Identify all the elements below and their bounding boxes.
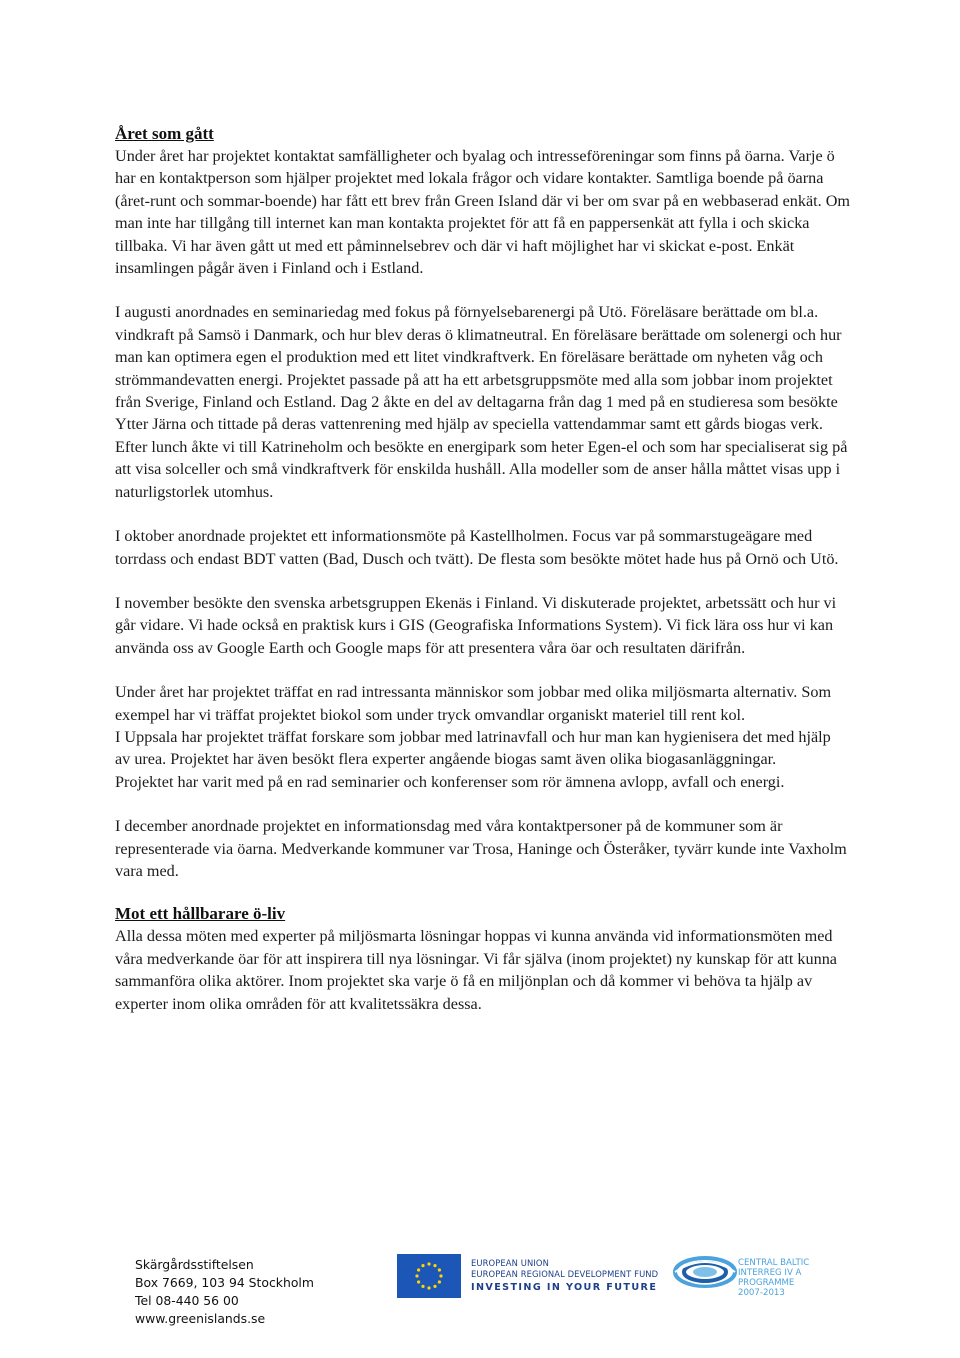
- paragraph-sustainable-island: Alla dessa möten med experter på miljösmarta lösningar hoppas vi kunna använda vid informationsmöten med våra medverkande öar för att inspirera till nya lösningar. Vi får själva (inom projektet) ny kunskap för att kunna sammanföra olika aktörer. Inom projektet ska varje ö få en miljönplan och då kommer vi behöva ta hjälp av experter inom olika områden för att kvalitetssäkra dessa.: [115, 927, 837, 1013]
- paragraph-info-day-december: I december anordnade projektet en informationsdag med våra kontaktpersoner på de kommuner som är representerade via öarna. Medverkande kommuner var Trosa, Haninge och Österåker, tyvärr kunde inte Vaxholm vara med.: [115, 817, 847, 880]
- paragraph-survey: Under året har projektet kontaktat samfälligheter och byalag och intresseföreningar som finns på öarna. Varje ö har en kontaktperson som hjälper projektet med lokala frågor och vidare kontakter. Samtliga boende på öarna (året-runt och sommar-boende) har fått ett brev från Green Island där vi ber om svar på en webbaserad enkät. Om man inte har tillgång till internet kan man kontakta projektet för att få en pappersenkät att fylla i och skicka tillbaka. Vi har även gått ut med ett påminnelsebrev och där vi haft möjlighet har vi skickat e-post. Enkät insamlingen pågår även i Finland och i Estland.: [115, 147, 850, 278]
- central-baltic-swirl-icon: [672, 1250, 738, 1294]
- eu-fund-label: EUROPEAN REGIONAL DEVELOPMENT FUND: [471, 1269, 659, 1279]
- footer-website-link[interactable]: www.greenislands.se: [135, 1311, 266, 1326]
- paragraph-meeting-october: I oktober anordnade projektet ett informationsmöte på Kastellholmen. Focus var på sommarstugeägare med torrdass och endast BDT vatten (Bad, Dusch och tvätt). De flesta som besökte mötet hade hus på Ornö och Utö.: [115, 527, 839, 568]
- cb-line-4: 2007-2013: [738, 1288, 785, 1298]
- paragraph-visit-november: I november besökte den svenska arbetsgruppen Ekenäs i Finland. Vi diskuterade projektet, arbetssätt och hur vi går vidare. Vi hade också en praktisk kurs i GIS (Geografiska Informations System). Vi fick lära oss hur vi kan använda oss av Google Earth och Google maps för att presentera våra öar och resultaten därifrån.: [115, 593, 837, 657]
- footer-phone: Tel 08-440 56 00: [135, 1293, 239, 1308]
- eu-union-label: EUROPEAN UNION: [471, 1258, 549, 1268]
- eu-slogan: INVESTING IN YOUR FUTURE: [471, 1282, 658, 1293]
- eu-stars-icon: [397, 1254, 461, 1298]
- cb-line-3: PROGRAMME: [738, 1278, 795, 1288]
- paragraph-experts: Under året har projektet träffat en rad intressanta människor som jobbar med olika miljösmarta alternativ. Som exempel har vi träffat projektet biokol som under tryck omvandlar organiskt materiel till rent kol. I Uppsala har projektet träffat forskare som jobbar med latrinavfall och hur man kan hygienisera det med hjälp av urea. Projektet har även besökt flera experter angående biogas samt även olika biogasanläggningar. Projektet har varit med på en rad seminarier och konferenser som rör ämnena avlopp, avfall och energi.: [115, 683, 832, 791]
- footer: [0, 1250, 960, 1350]
- section-heading-mot-ett-hallbarare-o-liv: Mot ett hållbarare ö-liv: [115, 904, 286, 924]
- footer-address-block: [135, 1256, 314, 1328]
- eu-flag-logo: [397, 1254, 461, 1298]
- cb-line-1: CENTRAL BALTIC: [738, 1258, 810, 1268]
- cb-line-2: INTERREG IV A: [738, 1268, 802, 1278]
- footer-postal-address: Box 7669, 103 94 Stockholm: [135, 1275, 314, 1290]
- central-baltic-text: [738, 1258, 809, 1298]
- eu-fund-text: [471, 1258, 658, 1295]
- document-body: [115, 123, 850, 1015]
- section-heading-aret-som-gatt: Året som gått: [115, 124, 214, 143]
- paragraph-seminar-august: I augusti anordnades en seminariedag med fokus på förnyelsebarenergi på Utö. Föreläsare berättade om bl.a. vindkraft på Samsö i Danmark, och hur blev deras ö klimatneutral. En föreläsare berättade om solenergi och hur man kan optimera egen el produktion med ett litet vindkraftverk. En föreläsare berättade om nyheten våg och strömmandevatten energi. Projektet passade på att ha ett arbetsgruppsmöte med alla som jobbar inom projektet från Sverige, Finland och Estland. Dag 2 åkte en del av deltagarna från dag 1 med på en studieresa som besökte Ytter Järna och tittade på deras vattenrening med hjälp av speciella vattendammar samt ett gårds biogas verk. Efter lunch åkte vi till Katrineholm och besökte en energipark som heter Egen-el och som har specialiserat sig på att visa solceller och små vindkraftverk för enskilda hushåll. Alla modeller som de anser hålla måttet visas upp i naturligstorlek utomhus.: [115, 303, 848, 501]
- central-baltic-logo: [672, 1250, 738, 1294]
- footer-org-name: Skärgårdsstiftelsen: [135, 1257, 254, 1272]
